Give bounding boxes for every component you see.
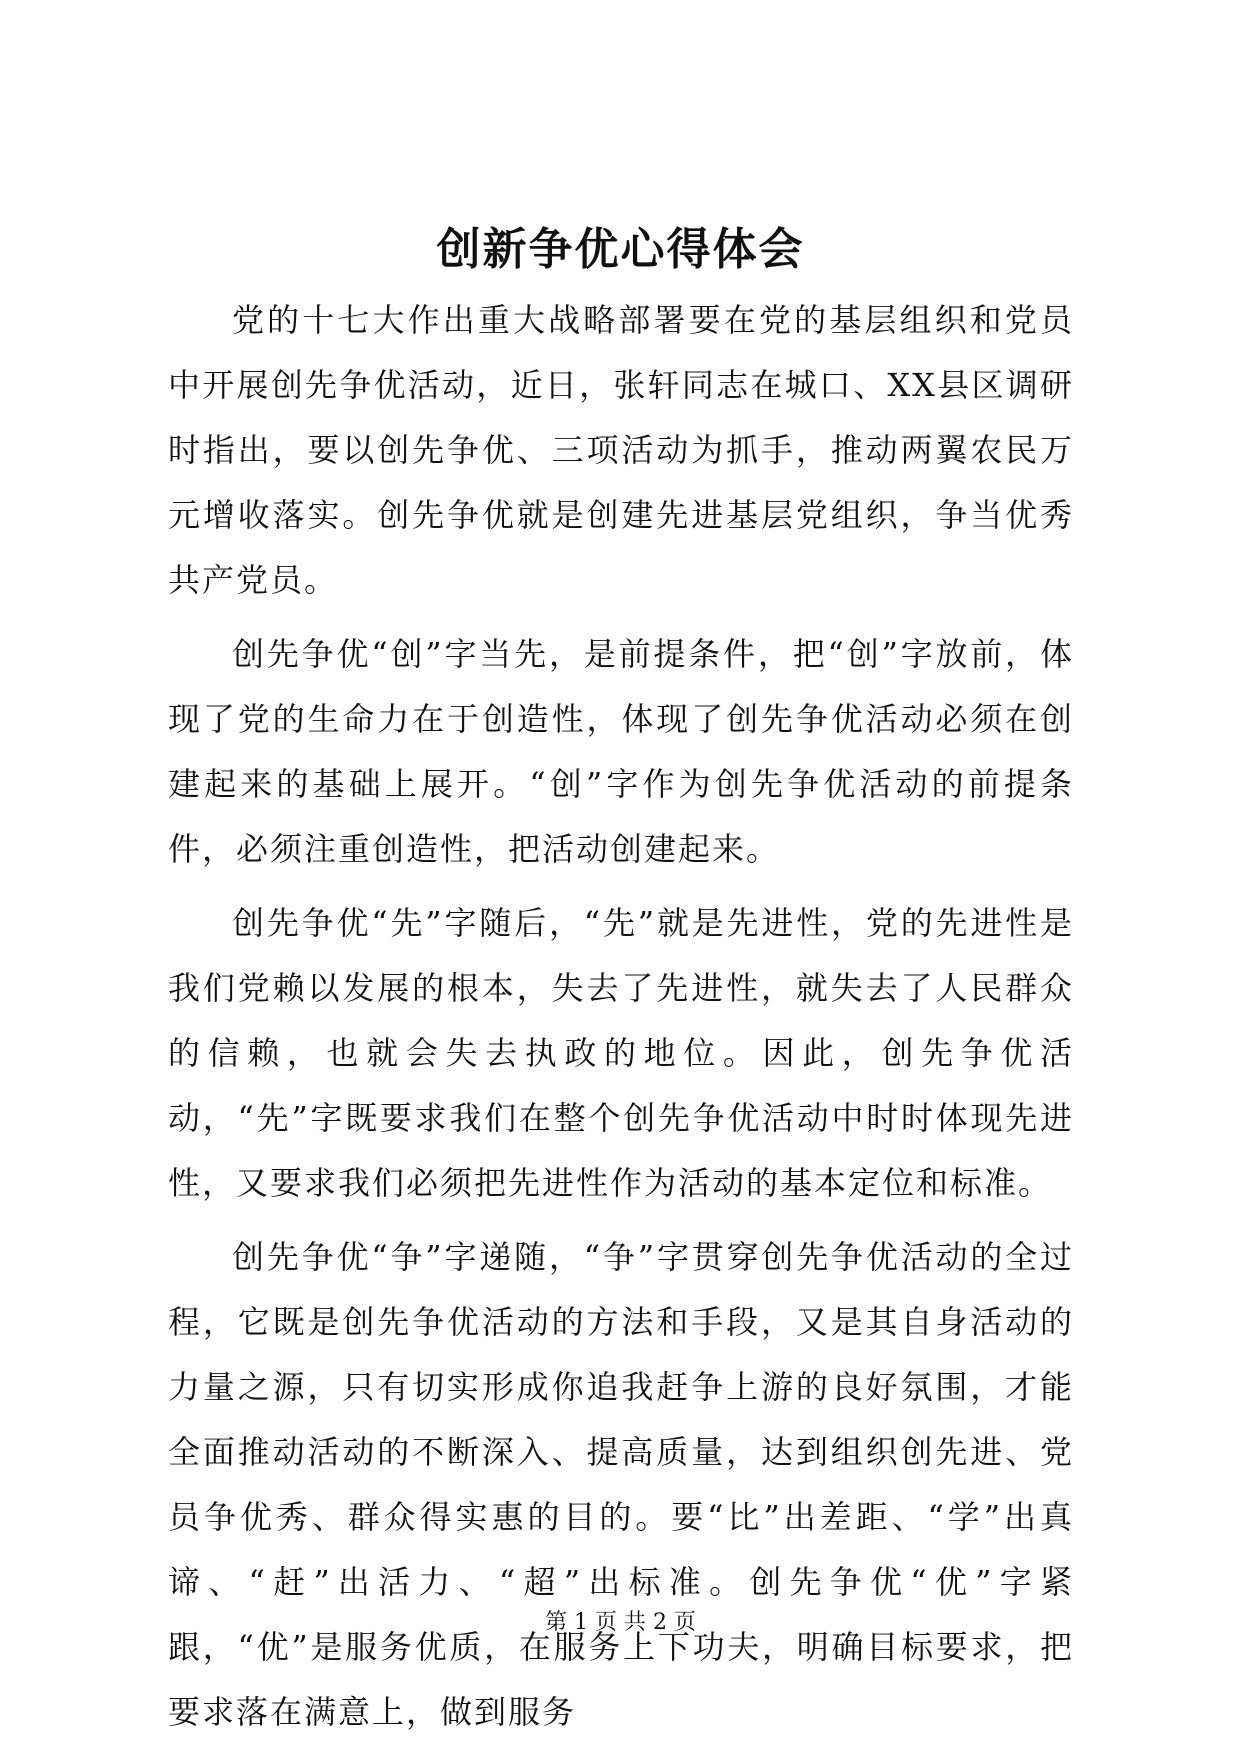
document-body: [168, 288, 1074, 1754]
page-number-label: 第 1 页 共 2 页: [545, 1610, 696, 1635]
paragraph-2: 创先争优“创”字当先，是前提条件，把“创”字放前，体现了党的生命力在于创造性，体现了创先争优活动必须在创建起来的基础上展开。“创”字作为创先争优活动的前提条件，必须注重创造性，把活动创建起来。: [168, 635, 1074, 868]
page-footer: [0, 1608, 1241, 1638]
paragraph-3: 创先争优“先”字随后，“先”就是先进性，党的先进性是我们党赖以发展的根本，失去了先进性，就失去了人民群众的信赖，也就会失去执政的地位。因此，创先争优活动，“先”字既要求我们在整个创先争优活动中时时体现先进性，又要求我们必须把先进性作为活动的基本定位和标准。: [168, 904, 1074, 1202]
paragraph-4: 创先争优“争”字递随，“争”字贯穿创先争优活动的全过程，它既是创先争优活动的方法和手段，又是其自身活动的力量之源，只有切实形成你追我赶争上游的良好氛围，才能全面推动活动的不断深入、提高质量，达到组织创先进、党员争优秀、群众得实惠的目的。要“比”出差距、“学”出真谛、“赶”出活力、“超”出标准。创先争优“优”字紧跟，“优”是服务优质，在服务上下功夫，明确目标要求，把要求落在满意上，做到服务: [168, 1238, 1074, 1731]
document-title: 创新争优心得体会: [436, 224, 805, 275]
paragraph-1: 党的十七大作出重大战略部署要在党的基层组织和党员中开展创先争优活动，近日，张轩同志在城口、XX县区调研时指出，要以创先争优、三项活动为抓手，推动两翼农民万元增收落实。创先争优就是创建先进基层党组织，争当优秀共产党员。: [168, 301, 1074, 599]
